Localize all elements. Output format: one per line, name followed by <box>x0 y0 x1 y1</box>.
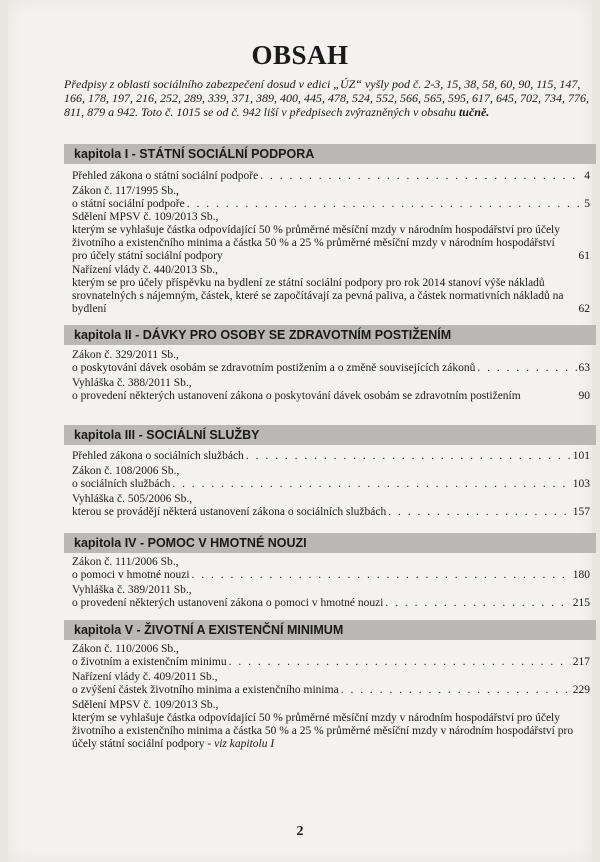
entry-page: 5 <box>584 198 590 210</box>
entry-page: 90 <box>578 390 590 402</box>
toc-entry[interactable] <box>72 185 590 211</box>
toc-entry[interactable] <box>72 450 590 463</box>
entry-subtitle: o poskytování dávek osobám se zdravotním postižením a o změně souvisejících zákonů <box>72 362 476 374</box>
entry-title: Zákon č. 110/2006 Sb., <box>72 643 179 655</box>
entry-title: Zákon č. 117/1995 Sb., <box>72 185 179 197</box>
intro-paragraph <box>64 77 600 119</box>
entry-subtitle: kterým se pro účely příspěvku na bydlení ze státní sociální podpory pro rok 2014 stanoví výše nákladů srovnatelných s nájemným, částek, které se započítávají za pevná paliva, a částek normativních nákladů na bydlení <box>72 277 564 315</box>
entry-title: Vyhláška č. 388/2011 Sb., <box>72 377 192 389</box>
entry-page: 4 <box>584 170 590 182</box>
entry-page: 180 <box>572 569 590 581</box>
toc-entry[interactable] <box>72 377 590 403</box>
entry-title: Zákon č. 329/2011 Sb., <box>72 349 179 361</box>
toc-entry[interactable] <box>72 699 590 751</box>
intro-emphasis: tučně. <box>458 105 490 119</box>
entry-subtitle: o státní sociální podpoře <box>72 198 185 210</box>
entry-page: 229 <box>572 684 590 696</box>
entry-subtitle: o provedení některých ustanovení zákona o poskytování dávek osobám se zdravotním postižením <box>72 390 521 402</box>
chapter-heading-1: kapitola I - STÁTNÍ SOCIÁLNÍ PODPORA <box>64 144 596 164</box>
entry-subtitle: o provedení některých ustanovení zákona o pomoci v hmotné nouzi <box>72 597 384 609</box>
entry-subtitle: o životním a existenčním minimu <box>72 656 227 668</box>
chapter-heading-3: kapitola III - SOCIÁLNÍ SLUŽBY <box>64 425 596 445</box>
intro-text: Předpisy z oblasti sociálního zabezpečení dosud v edici „ÚZ“ vyšly pod č. 2-3, 15, 38, 58, 60, 90, 115, 147, 166, 178, 197, 216, 252, 289, 339, 371, 389, 400, 445, 478, 524, 552, 566, 565, 595, 617, 645, 702, 734, 776, 811, 879 a 942. Toto č. 1015 se od č. 942 liší v předpisech zvýrazněných v obsahu <box>64 77 589 119</box>
toc-entry[interactable] <box>72 671 590 697</box>
entry-title: Přehled zákona o státní sociální podpoře <box>72 170 259 182</box>
entry-page: 157 <box>572 506 590 518</box>
entry-subtitle: kterou se provádějí některá ustanovení zákona o sociálních službách <box>72 506 387 518</box>
entry-page: 215 <box>572 597 590 609</box>
entry-page: 61 <box>578 250 590 262</box>
entry-title: Vyhláška č. 389/2011 Sb., <box>72 584 192 596</box>
entry-subtitle: kterým se vyhlašuje částka odpovídající 50 % průměrné měsíční mzdy v národním hospodářství pro účely životního a existenčního minima a částka 50 % a 25 % průměrné měsíční mzdy v národním hospodářství pro účely státní sociální podpory <box>72 712 574 750</box>
entry-title: Přehled zákona o sociálních službách <box>72 450 244 462</box>
entry-title: Sdělení MPSV č. 109/2013 Sb., <box>72 211 219 223</box>
toc-entry[interactable] <box>72 170 590 183</box>
entry-title: Sdělení MPSV č. 109/2013 Sb., <box>72 699 219 711</box>
entry-page: 62 <box>578 303 590 315</box>
toc-entry[interactable] <box>72 584 590 610</box>
entry-subtitle: o zvýšení částek životního minima a existenčního minima <box>72 684 339 696</box>
toc-entry[interactable] <box>72 556 590 582</box>
entry-page: 101 <box>572 450 590 462</box>
chapter-heading-5: kapitola V - ŽIVOTNÍ A EXISTENČNÍ MINIMUM <box>64 620 596 640</box>
toc-entry[interactable] <box>72 493 590 519</box>
toc-entry[interactable] <box>72 349 590 375</box>
entry-subtitle: kterým se vyhlašuje částka odpovídající 50 % průměrné měsíční mzdy v národním hospodářství pro účely životního a existenčního minima a částka 50 % a 25 % průměrné měsíční mzdy v národním hospodářství pro účely státní sociální podpory <box>72 224 560 262</box>
toc-entry[interactable] <box>72 465 590 491</box>
entry-title: Vyhláška č. 505/2006 Sb., <box>72 493 193 505</box>
entry-page: 217 <box>572 656 590 668</box>
toc-entry[interactable] <box>72 264 590 316</box>
entry-note: - viz kapitolu I <box>204 738 275 750</box>
toc-entry[interactable] <box>72 643 590 669</box>
entry-subtitle: o pomoci v hmotné nouzi <box>72 569 190 581</box>
chapter-heading-4: kapitola IV - POMOC V HMOTNÉ NOUZI <box>64 533 596 553</box>
entry-title: Zákon č. 108/2006 Sb., <box>72 465 180 477</box>
document-page <box>8 0 592 862</box>
entry-subtitle: o sociálních službách <box>72 478 171 490</box>
entry-title: Nařízení vlády č. 409/2011 Sb., <box>72 671 218 683</box>
page-number: 2 <box>296 824 304 839</box>
toc-entry[interactable] <box>72 211 590 263</box>
entry-title: Nařízení vlády č. 440/2013 Sb., <box>72 264 218 276</box>
entry-page: 63 <box>578 362 590 374</box>
entry-title: Zákon č. 111/2006 Sb., <box>72 556 179 568</box>
page-title: OBSAH <box>251 40 349 70</box>
entry-page: 103 <box>572 478 590 490</box>
chapter-heading-2: kapitola II - DÁVKY PRO OSOBY SE ZDRAVOTNÍM POSTIŽENÍM <box>64 325 596 345</box>
